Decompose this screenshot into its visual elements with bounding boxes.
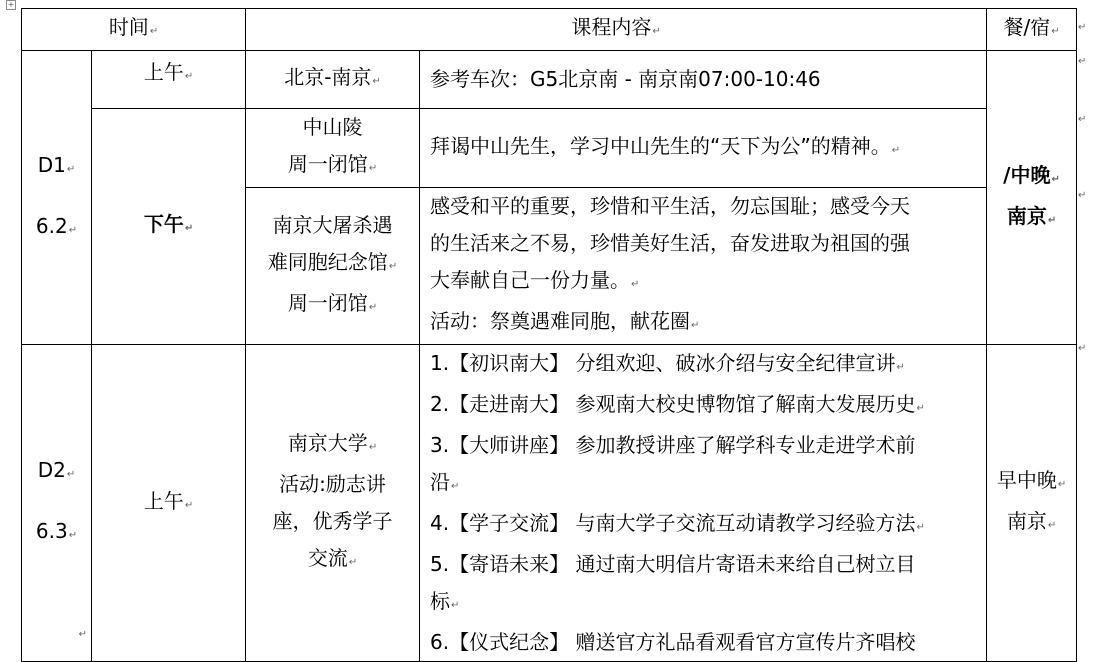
d1-place-cell: 南京大屠杀遇 难同胞纪念馆↵ 周一闭馆↵ (246, 188, 420, 345)
row-end-mark: ↵ (1078, 343, 1087, 354)
d1-morning-cell: 上午↵ (92, 51, 246, 109)
itinerary-table (21, 8, 1077, 662)
row-end-mark: ↵ (1078, 114, 1087, 125)
d1-meal-cell: /中晚↵ 南京↵ (987, 51, 1077, 345)
d1-desc-cell: 参考车次：G5北京南 - 南京南07:00-10:46 (420, 51, 987, 109)
d2-place-cell: 南京大学↵ 活动:励志讲 座，优秀学子 交流↵ (246, 345, 420, 662)
table-row (22, 345, 1077, 662)
row-end-mark: ↵ (1078, 56, 1087, 67)
d2-desc-cell: 1.【初识南大】 分组欢迎、破冰介绍与安全纪律宣讲↵ 2.【走进南大】 参观南大校史博物馆了解南大发展历史↵ 3.【大师讲座】 参加教授讲座了解学科专业走进学术前 沿↵ 4.【学子交流】 与南大学子交流互动请教学习经验方法↵ 5.【寄语未来】 通过南大明信片寄语未来给自己树立目 标↵ 6.【仪式纪念】 赠送官方礼品看观看官方宣传片齐唱校 (420, 345, 987, 662)
d1-place-cell: 中山陵 周一闭馆↵ (246, 109, 420, 188)
header-row (22, 9, 1077, 51)
table-row (22, 109, 1077, 188)
d1-day-cell: D1↵ 6.2↵ (22, 51, 92, 345)
row-end-mark: ↵ (1078, 22, 1087, 33)
d1-place-cell: 北京-南京↵ (246, 51, 420, 109)
row-end-mark: ↵ (1078, 190, 1087, 201)
d1-desc-cell: 感受和平的重要，珍惜和平生活，勿忘国耻；感受今天 的生活来之不易，珍惜美好生活，奋发进取为祖国的强 大奉献自己一份力量。↵ 活动：祭奠遇难同胞，献花圈↵ (420, 188, 987, 345)
header-time: 时间↵ (22, 9, 246, 51)
d2-day-cell: D2↵ 6.3↵ ↵ (22, 345, 92, 662)
d1-desc-cell: 拜谒中山先生，学习中山先生的“天下为公”的精神。↵ (420, 109, 987, 188)
table-move-handle-icon[interactable]: + (7, 0, 15, 9)
d1-afternoon-cell: 下午↵ (92, 109, 246, 345)
d2-meal-cell: 早中晚↵ 南京↵ (987, 345, 1077, 662)
header-content: 课程内容↵ (246, 9, 987, 51)
d2-morning-cell: 上午↵ (92, 345, 246, 662)
table-row (22, 51, 1077, 109)
header-meal: 餐/宿↵ (987, 9, 1077, 51)
